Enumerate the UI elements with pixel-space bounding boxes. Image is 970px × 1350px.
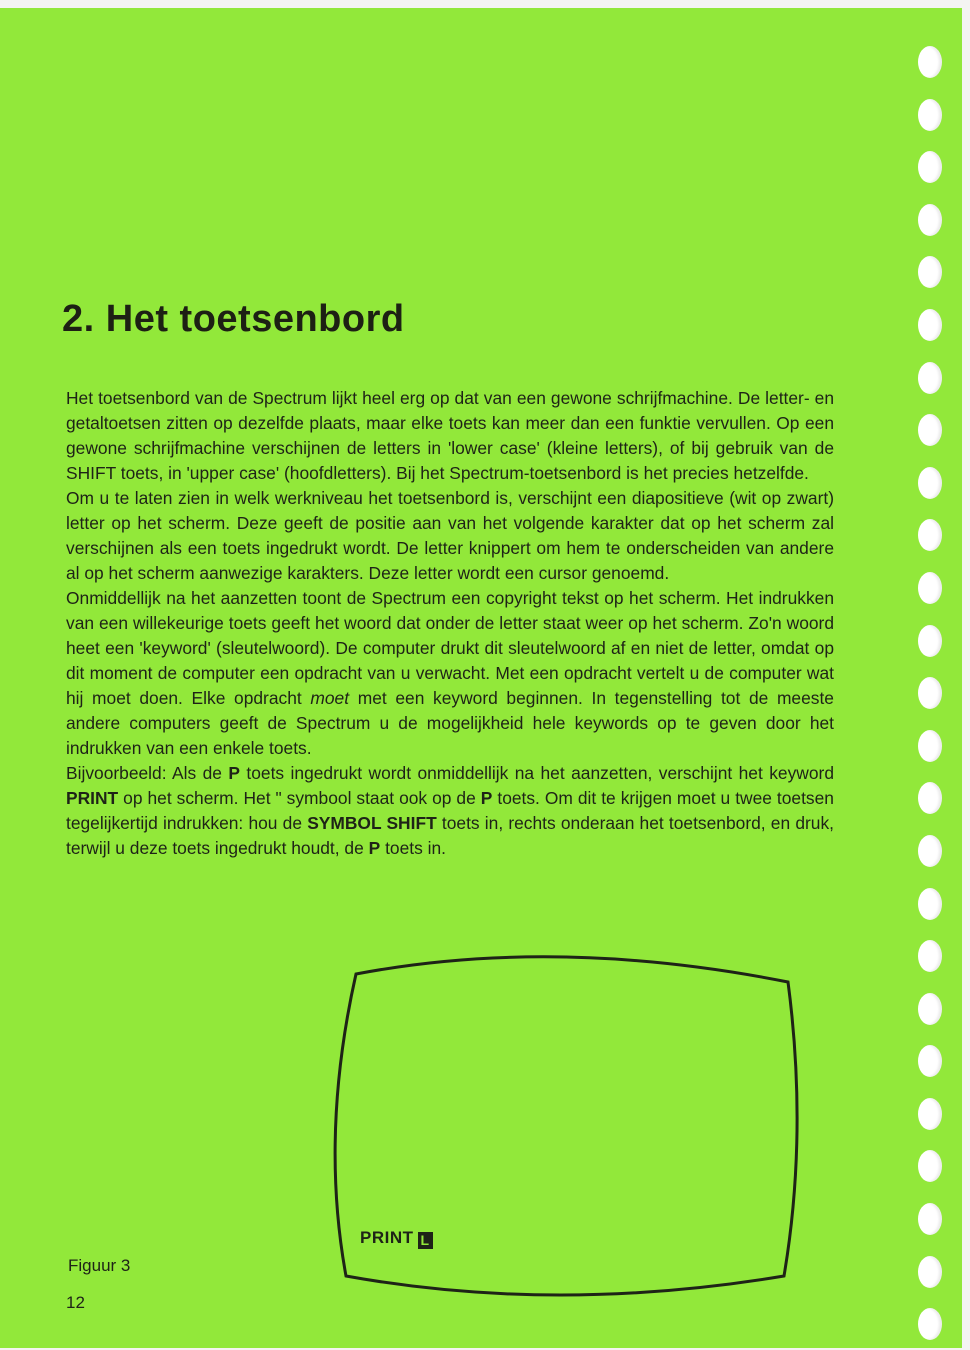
tv-screen-figure bbox=[316, 954, 806, 1314]
emphasis-moet: moet bbox=[310, 688, 350, 708]
text-run: Onmiddellijk na het aanzetten toont de Spectrum een copyright tekst op het scherm. Het indrukken van een willekeurige toets geeft het woord dat onder de letter staat weer op het scherm. Zo'n woord heet een 'keyword' (sleutelwoord). De computer drukt dit sleutelwoord af en niet de letter, omdat op dit moment de computer een opdracht van u verwacht. Met een opdracht vertelt u de computer wat hij moet doen. Elke opdracht bbox=[66, 588, 834, 708]
chapter-heading: 2. Het toetsenbord bbox=[62, 298, 405, 340]
binding-hole bbox=[918, 1098, 942, 1130]
binding-hole bbox=[918, 414, 942, 446]
cursor-l-icon: L bbox=[418, 1232, 433, 1249]
keyword-print: PRINT bbox=[66, 788, 119, 808]
binding-hole bbox=[918, 625, 942, 657]
binding-hole bbox=[918, 993, 942, 1025]
text-run: Bijvoorbeeld: Als de bbox=[66, 763, 222, 783]
binding-hole bbox=[918, 309, 942, 341]
book-page bbox=[0, 8, 962, 1348]
binding-hole bbox=[918, 888, 942, 920]
binding-hole bbox=[918, 204, 942, 236]
page-number: 12 bbox=[66, 1293, 85, 1312]
paragraph: Om u te laten zien in welk werkniveau het toetsenbord is, verschijnt een diapositieve (wit op zwart) letter op het scherm. Deze geeft de positie aan van het volgende karakter dat op het scherm zal verschijnen als een toets ingedrukt wordt. De letter knippert om hem te onderscheiden van andere al op het scherm aanwezige karakters. Deze letter wordt een cursor genoemd. bbox=[66, 488, 834, 583]
binding-hole bbox=[918, 835, 942, 867]
binding-hole bbox=[918, 1256, 942, 1288]
paragraph: Het toetsenbord van de Spectrum lijkt heel erg op dat van een gewone schrijfmachine. De letter- en getaltoetsen zitten op dezelfde plaats, maar elke toets kan meer dan een funktie vervullen. Op een gewone schrijfmachine verschijnen de letters in 'lower case' (kleine letters), of bij gebruik van de SHIFT toets, in 'upper case' (hoofdletters). Bij het Spectrum-toetsenbord is het precies hetzelfde. bbox=[66, 388, 834, 483]
binding-hole bbox=[918, 256, 942, 288]
key-p: P bbox=[480, 788, 493, 808]
screen-print-output bbox=[360, 1228, 433, 1249]
binding-hole bbox=[918, 1203, 942, 1235]
binding-hole bbox=[918, 782, 942, 814]
binding-hole bbox=[918, 1045, 942, 1077]
binding-hole bbox=[918, 46, 942, 78]
text-run: op het scherm. Het " symbool staat ook op de bbox=[123, 788, 476, 808]
body-text bbox=[66, 386, 834, 861]
paragraph bbox=[66, 761, 834, 861]
binding-holes bbox=[918, 46, 944, 1348]
key-p: P bbox=[228, 763, 240, 783]
binding-hole bbox=[918, 677, 942, 709]
binding-hole bbox=[918, 1150, 942, 1182]
text-run: toets ingedrukt wordt onmiddellijk na het aanzetten, verschijnt het keyword bbox=[246, 763, 834, 783]
binding-hole bbox=[918, 519, 942, 551]
key-p: P bbox=[368, 838, 381, 858]
binding-hole bbox=[918, 362, 942, 394]
text-run: met een keyword beginnen. In tegenstelling tot de meeste andere computers geeft de Spectrum u de mogelijkheid hele keywords op te geven door het indrukken van een enkele toets. bbox=[66, 688, 834, 758]
screen-keyword: PRINT bbox=[360, 1228, 414, 1247]
paragraph bbox=[66, 586, 834, 761]
binding-hole bbox=[918, 940, 942, 972]
binding-hole bbox=[918, 467, 942, 499]
binding-hole bbox=[918, 151, 942, 183]
binding-hole bbox=[918, 99, 942, 131]
text-run: toets in. bbox=[385, 838, 446, 858]
binding-hole bbox=[918, 1308, 942, 1340]
text-run: toets. Om dit te krijgen moet u twee toetsen tegelijkertijd indrukken: hou de bbox=[66, 788, 834, 833]
binding-hole bbox=[918, 572, 942, 604]
figure-caption: Figuur 3 bbox=[68, 1256, 131, 1275]
binding-hole bbox=[918, 730, 942, 762]
text-run: toets in, rechts onderaan het toetsenbord, en druk, terwijl u deze toets ingedrukt houdt, de bbox=[66, 813, 834, 858]
key-symbol-shift: SYMBOL SHIFT bbox=[307, 813, 437, 833]
tv-screen-outline bbox=[316, 954, 806, 1314]
